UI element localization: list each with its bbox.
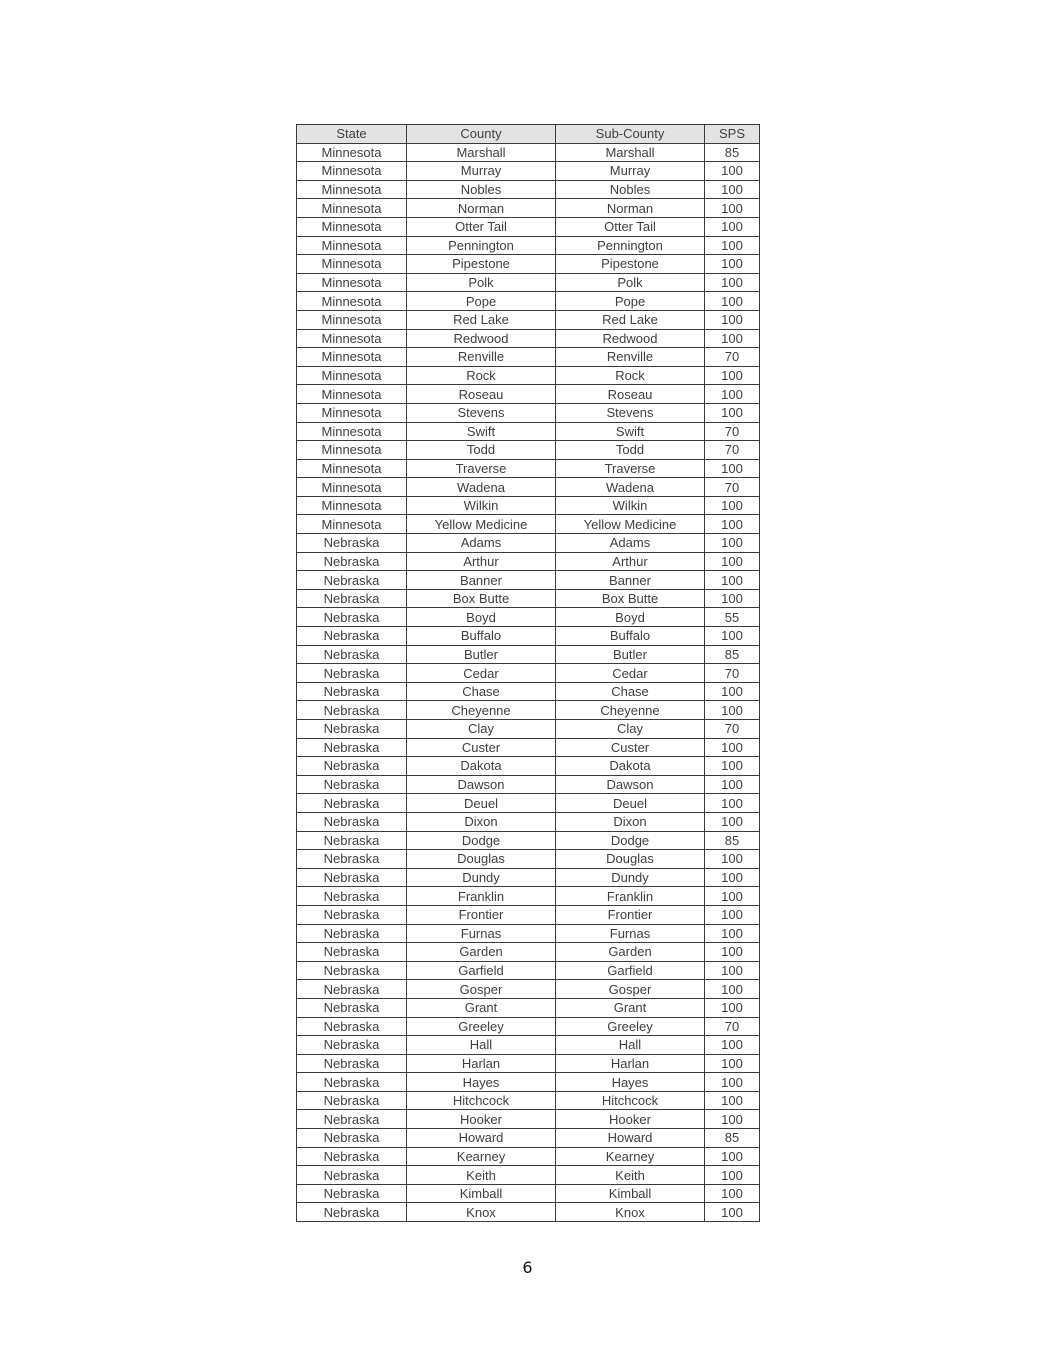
- cell-county: Banner: [407, 571, 556, 590]
- cell-state: Minnesota: [297, 422, 407, 441]
- table-row: [297, 589, 760, 608]
- cell-sub-county: Douglas: [556, 850, 705, 869]
- table-row: [297, 887, 760, 906]
- cell-sub-county: Murray: [556, 162, 705, 181]
- cell-sps: 100: [705, 794, 760, 813]
- cell-sps: 85: [705, 143, 760, 162]
- cell-county: Wilkin: [407, 496, 556, 515]
- cell-state: Minnesota: [297, 478, 407, 497]
- cell-state: Minnesota: [297, 496, 407, 515]
- cell-county: Butler: [407, 645, 556, 664]
- cell-state: Nebraska: [297, 682, 407, 701]
- cell-state: Nebraska: [297, 1147, 407, 1166]
- cell-sps: 100: [705, 627, 760, 646]
- table-row: [297, 515, 760, 534]
- cell-sps: 100: [705, 273, 760, 292]
- cell-state: Minnesota: [297, 348, 407, 367]
- cell-state: Nebraska: [297, 1110, 407, 1129]
- cell-county: Hayes: [407, 1073, 556, 1092]
- cell-sub-county: Boyd: [556, 608, 705, 627]
- cell-state: Nebraska: [297, 608, 407, 627]
- table-row: [297, 1091, 760, 1110]
- cell-county: Adams: [407, 534, 556, 553]
- cell-state: Nebraska: [297, 868, 407, 887]
- header-row: [297, 125, 760, 144]
- cell-county: Kearney: [407, 1147, 556, 1166]
- cell-county: Wadena: [407, 478, 556, 497]
- cell-sps: 100: [705, 199, 760, 218]
- cell-state: Minnesota: [297, 515, 407, 534]
- cell-county: Otter Tail: [407, 217, 556, 236]
- cell-state: Nebraska: [297, 645, 407, 664]
- cell-state: Nebraska: [297, 534, 407, 553]
- cell-state: Minnesota: [297, 162, 407, 181]
- cell-state: Nebraska: [297, 757, 407, 776]
- cell-county: Harlan: [407, 1054, 556, 1073]
- cell-state: Nebraska: [297, 627, 407, 646]
- cell-sps: 70: [705, 441, 760, 460]
- table-header: [297, 125, 760, 144]
- cell-county: Hooker: [407, 1110, 556, 1129]
- table-row: [297, 162, 760, 181]
- cell-sub-county: Hooker: [556, 1110, 705, 1129]
- table-row: [297, 199, 760, 218]
- cell-state: Minnesota: [297, 441, 407, 460]
- cell-sub-county: Rock: [556, 366, 705, 385]
- cell-state: Minnesota: [297, 366, 407, 385]
- cell-county: Gosper: [407, 980, 556, 999]
- cell-sps: 70: [705, 422, 760, 441]
- cell-sub-county: Garden: [556, 943, 705, 962]
- cell-state: Nebraska: [297, 943, 407, 962]
- cell-county: Greeley: [407, 1017, 556, 1036]
- cell-sps: 100: [705, 571, 760, 590]
- cell-sub-county: Butler: [556, 645, 705, 664]
- cell-county: Pope: [407, 292, 556, 311]
- cell-county: Chase: [407, 682, 556, 701]
- cell-sub-county: Renville: [556, 348, 705, 367]
- cell-county: Box Butte: [407, 589, 556, 608]
- cell-sps: 100: [705, 924, 760, 943]
- cell-sub-county: Dixon: [556, 812, 705, 831]
- cell-sps: 100: [705, 1203, 760, 1222]
- cell-state: Nebraska: [297, 738, 407, 757]
- cell-state: Minnesota: [297, 255, 407, 274]
- cell-sps: 100: [705, 850, 760, 869]
- cell-county: Polk: [407, 273, 556, 292]
- table-row: [297, 720, 760, 739]
- cell-sps: 100: [705, 682, 760, 701]
- cell-county: Pipestone: [407, 255, 556, 274]
- table-row: [297, 422, 760, 441]
- cell-county: Knox: [407, 1203, 556, 1222]
- cell-state: Minnesota: [297, 236, 407, 255]
- cell-sps: 100: [705, 1054, 760, 1073]
- cell-sps: 100: [705, 701, 760, 720]
- cell-county: Grant: [407, 998, 556, 1017]
- cell-sub-county: Pennington: [556, 236, 705, 255]
- cell-state: Nebraska: [297, 701, 407, 720]
- table-row: [297, 1129, 760, 1148]
- table-row: [297, 961, 760, 980]
- column-header-sub-county: Sub-County: [556, 125, 705, 144]
- cell-sps: 100: [705, 943, 760, 962]
- cell-sps: 100: [705, 366, 760, 385]
- cell-county: Nobles: [407, 180, 556, 199]
- table-row: [297, 571, 760, 590]
- table-row: [297, 385, 760, 404]
- table-row: [297, 794, 760, 813]
- cell-sps: 85: [705, 645, 760, 664]
- cell-sps: 100: [705, 459, 760, 478]
- cell-sub-county: Grant: [556, 998, 705, 1017]
- cell-sps: 100: [705, 998, 760, 1017]
- table-row: [297, 292, 760, 311]
- table-row: [297, 441, 760, 460]
- cell-state: Nebraska: [297, 664, 407, 683]
- cell-sps: 100: [705, 236, 760, 255]
- cell-sps: 100: [705, 255, 760, 274]
- cell-sub-county: Dawson: [556, 775, 705, 794]
- cell-county: Clay: [407, 720, 556, 739]
- cell-county: Pennington: [407, 236, 556, 255]
- cell-sps: 100: [705, 180, 760, 199]
- cell-county: Kimball: [407, 1184, 556, 1203]
- cell-sps: 100: [705, 1166, 760, 1185]
- cell-sps: 100: [705, 534, 760, 553]
- cell-sps: 85: [705, 831, 760, 850]
- cell-state: Nebraska: [297, 1017, 407, 1036]
- cell-sub-county: Hall: [556, 1036, 705, 1055]
- cell-sub-county: Pipestone: [556, 255, 705, 274]
- table-row: [297, 329, 760, 348]
- cell-county: Dixon: [407, 812, 556, 831]
- cell-sub-county: Dundy: [556, 868, 705, 887]
- cell-county: Yellow Medicine: [407, 515, 556, 534]
- cell-sps: 100: [705, 552, 760, 571]
- cell-state: Nebraska: [297, 887, 407, 906]
- cell-county: Dawson: [407, 775, 556, 794]
- cell-sub-county: Buffalo: [556, 627, 705, 646]
- cell-sub-county: Gosper: [556, 980, 705, 999]
- cell-sub-county: Polk: [556, 273, 705, 292]
- cell-sub-county: Custer: [556, 738, 705, 757]
- cell-sps: 100: [705, 980, 760, 999]
- cell-county: Douglas: [407, 850, 556, 869]
- cell-state: Minnesota: [297, 459, 407, 478]
- cell-sps: 100: [705, 738, 760, 757]
- cell-county: Todd: [407, 441, 556, 460]
- cell-state: Nebraska: [297, 905, 407, 924]
- cell-sub-county: Dodge: [556, 831, 705, 850]
- table-row: [297, 143, 760, 162]
- cell-county: Dakota: [407, 757, 556, 776]
- cell-county: Garden: [407, 943, 556, 962]
- cell-state: Nebraska: [297, 1184, 407, 1203]
- cell-state: Nebraska: [297, 1036, 407, 1055]
- cell-county: Howard: [407, 1129, 556, 1148]
- sps-table: [296, 124, 760, 1222]
- cell-sps: 100: [705, 515, 760, 534]
- cell-state: Minnesota: [297, 273, 407, 292]
- table-row: [297, 812, 760, 831]
- table-row: [297, 1166, 760, 1185]
- table-row: [297, 701, 760, 720]
- table-row: [297, 1036, 760, 1055]
- table-row: [297, 217, 760, 236]
- table-row: [297, 924, 760, 943]
- table-row: [297, 682, 760, 701]
- cell-sub-county: Greeley: [556, 1017, 705, 1036]
- cell-county: Custer: [407, 738, 556, 757]
- cell-sps: 70: [705, 720, 760, 739]
- cell-sps: 100: [705, 403, 760, 422]
- cell-sps: 100: [705, 1091, 760, 1110]
- cell-sub-county: Norman: [556, 199, 705, 218]
- table-row: [297, 478, 760, 497]
- cell-county: Red Lake: [407, 310, 556, 329]
- cell-sps: 100: [705, 775, 760, 794]
- table-row: [297, 627, 760, 646]
- cell-state: Minnesota: [297, 143, 407, 162]
- cell-sps: 70: [705, 1017, 760, 1036]
- cell-sub-county: Garfield: [556, 961, 705, 980]
- cell-state: Nebraska: [297, 1073, 407, 1092]
- table-row: [297, 1147, 760, 1166]
- cell-county: Hitchcock: [407, 1091, 556, 1110]
- cell-sub-county: Kearney: [556, 1147, 705, 1166]
- cell-state: Minnesota: [297, 217, 407, 236]
- table-row: [297, 980, 760, 999]
- cell-state: Nebraska: [297, 552, 407, 571]
- cell-sps: 100: [705, 385, 760, 404]
- table-row: [297, 255, 760, 274]
- cell-state: Minnesota: [297, 180, 407, 199]
- cell-state: Nebraska: [297, 589, 407, 608]
- cell-state: Nebraska: [297, 1166, 407, 1185]
- table-row: [297, 552, 760, 571]
- cell-sub-county: Todd: [556, 441, 705, 460]
- cell-sps: 100: [705, 868, 760, 887]
- cell-sps: 100: [705, 1147, 760, 1166]
- cell-state: Nebraska: [297, 571, 407, 590]
- cell-county: Garfield: [407, 961, 556, 980]
- cell-state: Nebraska: [297, 1054, 407, 1073]
- cell-sps: 100: [705, 961, 760, 980]
- cell-sub-county: Traverse: [556, 459, 705, 478]
- cell-county: Murray: [407, 162, 556, 181]
- cell-county: Cedar: [407, 664, 556, 683]
- cell-sps: 100: [705, 1110, 760, 1129]
- cell-sps: 100: [705, 757, 760, 776]
- cell-state: Nebraska: [297, 1091, 407, 1110]
- table-row: [297, 738, 760, 757]
- table-row: [297, 943, 760, 962]
- cell-state: Minnesota: [297, 385, 407, 404]
- cell-county: Hall: [407, 1036, 556, 1055]
- cell-county: Traverse: [407, 459, 556, 478]
- cell-sub-county: Marshall: [556, 143, 705, 162]
- table-row: [297, 645, 760, 664]
- table-row: [297, 757, 760, 776]
- cell-sub-county: Furnas: [556, 924, 705, 943]
- cell-state: Nebraska: [297, 831, 407, 850]
- cell-sps: 55: [705, 608, 760, 627]
- cell-sub-county: Stevens: [556, 403, 705, 422]
- cell-state: Nebraska: [297, 924, 407, 943]
- column-header-state: State: [297, 125, 407, 144]
- table-row: [297, 608, 760, 627]
- cell-sub-county: Deuel: [556, 794, 705, 813]
- cell-sps: 70: [705, 664, 760, 683]
- cell-county: Marshall: [407, 143, 556, 162]
- table-row: [297, 1073, 760, 1092]
- table-row: [297, 868, 760, 887]
- cell-sub-county: Roseau: [556, 385, 705, 404]
- cell-state: Minnesota: [297, 403, 407, 422]
- cell-sub-county: Howard: [556, 1129, 705, 1148]
- cell-county: Dodge: [407, 831, 556, 850]
- cell-state: Nebraska: [297, 850, 407, 869]
- cell-sub-county: Cheyenne: [556, 701, 705, 720]
- cell-sub-county: Nobles: [556, 180, 705, 199]
- cell-state: Minnesota: [297, 292, 407, 311]
- cell-sub-county: Knox: [556, 1203, 705, 1222]
- cell-sub-county: Box Butte: [556, 589, 705, 608]
- cell-county: Arthur: [407, 552, 556, 571]
- cell-sps: 100: [705, 812, 760, 831]
- table-row: [297, 1203, 760, 1222]
- table-row: [297, 664, 760, 683]
- table-body: [297, 143, 760, 1221]
- column-header-county: County: [407, 125, 556, 144]
- cell-sps: 100: [705, 162, 760, 181]
- cell-sub-county: Wadena: [556, 478, 705, 497]
- cell-sps: 100: [705, 887, 760, 906]
- table-row: [297, 459, 760, 478]
- cell-sub-county: Franklin: [556, 887, 705, 906]
- cell-sub-county: Adams: [556, 534, 705, 553]
- cell-county: Rock: [407, 366, 556, 385]
- cell-sub-county: Hayes: [556, 1073, 705, 1092]
- table-row: [297, 998, 760, 1017]
- table-row: [297, 496, 760, 515]
- cell-county: Keith: [407, 1166, 556, 1185]
- table-row: [297, 236, 760, 255]
- table-row: [297, 1054, 760, 1073]
- cell-sub-county: Harlan: [556, 1054, 705, 1073]
- cell-sps: 100: [705, 905, 760, 924]
- cell-sub-county: Frontier: [556, 905, 705, 924]
- cell-state: Minnesota: [297, 329, 407, 348]
- cell-state: Nebraska: [297, 812, 407, 831]
- cell-sub-county: Kimball: [556, 1184, 705, 1203]
- cell-sub-county: Yellow Medicine: [556, 515, 705, 534]
- cell-sub-county: Swift: [556, 422, 705, 441]
- cell-sub-county: Pope: [556, 292, 705, 311]
- cell-state: Nebraska: [297, 794, 407, 813]
- cell-county: Buffalo: [407, 627, 556, 646]
- cell-sps: 100: [705, 1073, 760, 1092]
- table-row: [297, 180, 760, 199]
- cell-sub-county: Cedar: [556, 664, 705, 683]
- cell-state: Nebraska: [297, 1129, 407, 1148]
- cell-sps: 100: [705, 329, 760, 348]
- cell-county: Furnas: [407, 924, 556, 943]
- cell-state: Minnesota: [297, 310, 407, 329]
- cell-sub-county: Banner: [556, 571, 705, 590]
- table-row: [297, 273, 760, 292]
- cell-state: Nebraska: [297, 1203, 407, 1222]
- cell-state: Nebraska: [297, 998, 407, 1017]
- cell-sps: 70: [705, 478, 760, 497]
- cell-sps: 100: [705, 217, 760, 236]
- cell-sub-county: Chase: [556, 682, 705, 701]
- cell-county: Frontier: [407, 905, 556, 924]
- cell-state: Nebraska: [297, 961, 407, 980]
- cell-sps: 100: [705, 292, 760, 311]
- cell-sub-county: Hitchcock: [556, 1091, 705, 1110]
- table-row: [297, 310, 760, 329]
- cell-sps: 100: [705, 589, 760, 608]
- table-row: [297, 831, 760, 850]
- cell-county: Boyd: [407, 608, 556, 627]
- cell-county: Swift: [407, 422, 556, 441]
- cell-sub-county: Dakota: [556, 757, 705, 776]
- column-header-sps: SPS: [705, 125, 760, 144]
- cell-sps: 100: [705, 496, 760, 515]
- cell-county: Renville: [407, 348, 556, 367]
- cell-sps: 100: [705, 310, 760, 329]
- cell-state: Nebraska: [297, 720, 407, 739]
- cell-county: Franklin: [407, 887, 556, 906]
- cell-county: Stevens: [407, 403, 556, 422]
- table-row: [297, 775, 760, 794]
- cell-sub-county: Wilkin: [556, 496, 705, 515]
- cell-sps: 100: [705, 1184, 760, 1203]
- cell-county: Deuel: [407, 794, 556, 813]
- cell-county: Cheyenne: [407, 701, 556, 720]
- cell-sub-county: Otter Tail: [556, 217, 705, 236]
- table-row: [297, 850, 760, 869]
- cell-state: Nebraska: [297, 980, 407, 999]
- cell-sps: 100: [705, 1036, 760, 1055]
- cell-sps: 85: [705, 1129, 760, 1148]
- cell-county: Dundy: [407, 868, 556, 887]
- cell-sps: 70: [705, 348, 760, 367]
- cell-sub-county: Redwood: [556, 329, 705, 348]
- table-row: [297, 534, 760, 553]
- table-row: [297, 348, 760, 367]
- cell-sub-county: Red Lake: [556, 310, 705, 329]
- table-row: [297, 366, 760, 385]
- cell-sub-county: Clay: [556, 720, 705, 739]
- table-row: [297, 1184, 760, 1203]
- cell-sub-county: Keith: [556, 1166, 705, 1185]
- table-row: [297, 905, 760, 924]
- table-row: [297, 1110, 760, 1129]
- cell-sub-county: Arthur: [556, 552, 705, 571]
- cell-county: Redwood: [407, 329, 556, 348]
- cell-county: Roseau: [407, 385, 556, 404]
- page-number: 6: [522, 1258, 533, 1277]
- table-row: [297, 403, 760, 422]
- cell-state: Minnesota: [297, 199, 407, 218]
- cell-state: Nebraska: [297, 775, 407, 794]
- cell-county: Norman: [407, 199, 556, 218]
- table-row: [297, 1017, 760, 1036]
